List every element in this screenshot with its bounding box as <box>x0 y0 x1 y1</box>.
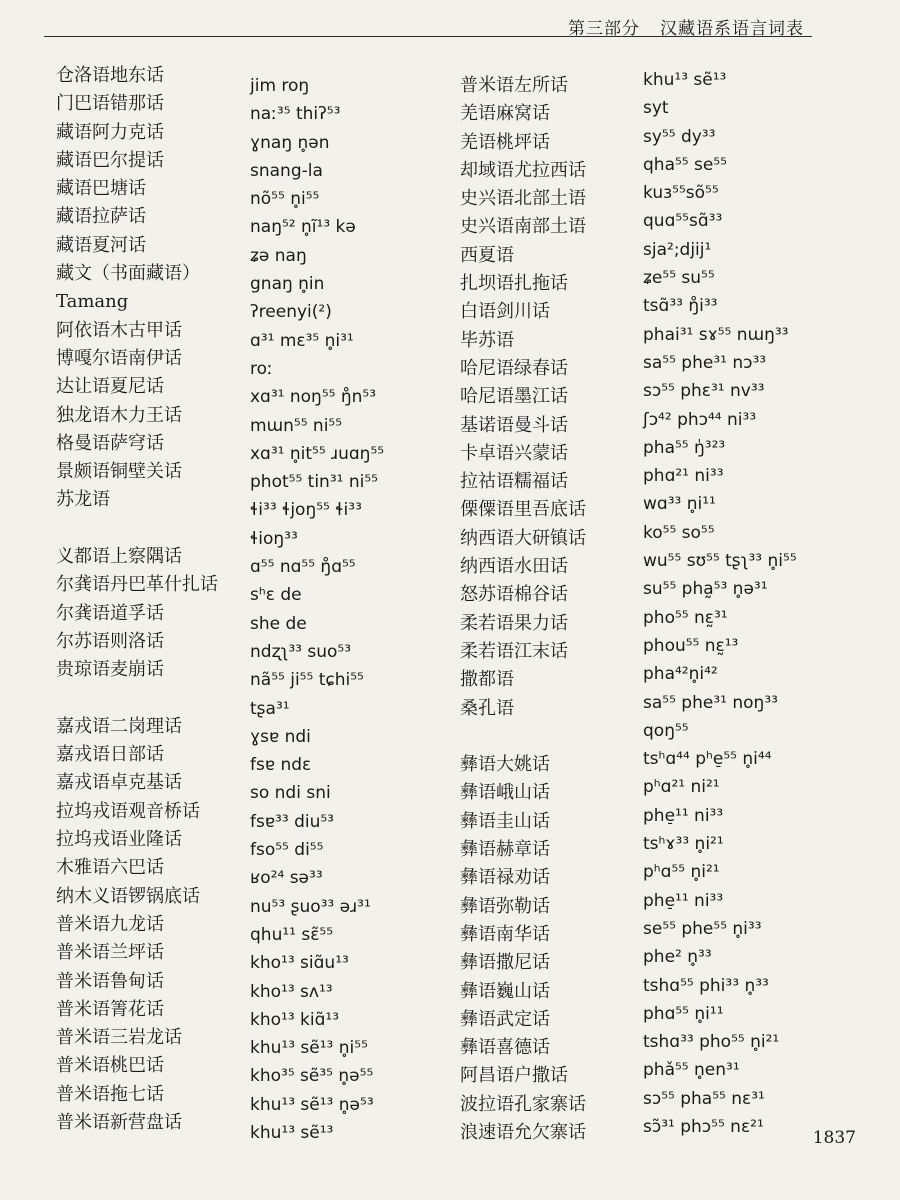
word-form: qhu¹¹ sɛ̃⁵⁵ <box>250 924 334 945</box>
word-form: she de <box>250 613 307 634</box>
language-name: Tamang <box>56 291 129 313</box>
language-name: 哈尼语墨江话 <box>460 386 568 408</box>
word-form: wu⁵⁵ sʊ⁵⁵ tʂʅ³³ n̥i⁵⁵ <box>643 551 797 572</box>
word-form: phou⁵⁵ nɛ̰¹³ <box>643 635 739 656</box>
language-name: 苏龙语 <box>56 489 110 511</box>
language-name: 彝语赫章话 <box>460 839 550 861</box>
word-form: phe² n̥³³ <box>643 947 712 968</box>
language-name: 藏语夏河话 <box>56 234 146 256</box>
language-name: 嘉戎语卓克基话 <box>56 772 182 794</box>
word-form: pho⁵⁵ nɛ̰³¹ <box>643 607 728 628</box>
word-form: fso⁵⁵ di⁵⁵ <box>250 840 324 861</box>
language-name: 独龙语木力王话 <box>56 404 182 426</box>
word-form: ɣsɐ ndi <box>250 726 311 747</box>
word-form: ʁo²⁴ sə³³ <box>250 868 323 889</box>
language-name: 藏语巴塘话 <box>56 178 146 200</box>
language-name: 怒苏语棉谷话 <box>460 584 568 606</box>
language-name: 拉坞戎语观音桥话 <box>56 800 200 822</box>
language-name: 尔龚语道孚话 <box>56 602 164 624</box>
language-name: 尔龚语丹巴革什扎话 <box>56 574 218 596</box>
word-form: phot⁵⁵ tin³¹ ni⁵⁵ <box>250 472 378 493</box>
language-name: 傈僳语里吾底话 <box>460 499 586 521</box>
word-form: pʰɑ²¹ ni²¹ <box>643 777 720 798</box>
word-form: phǎ⁵⁵ n̥en³¹ <box>643 1060 740 1081</box>
language-name: 格曼语萨穹话 <box>56 432 164 454</box>
language-name: 浪速语允欠寨话 <box>460 1121 586 1143</box>
word-form: tshɑ³³ pho⁵⁵ n̥i²¹ <box>643 1032 780 1053</box>
language-name: 阿依语木古甲话 <box>56 319 182 341</box>
language-name: 达让语夏尼话 <box>56 376 164 398</box>
language-name: 普米语新营盘话 <box>56 1111 182 1133</box>
language-name: 藏语拉萨话 <box>56 206 146 228</box>
word-form: se⁵⁵ phe⁵⁵ n̥i³³ <box>643 918 762 939</box>
word-form: ɣnaŋ n̥ən <box>250 132 330 153</box>
word-form: ɑ³¹ mɛ³⁵ n̥i³¹ <box>250 330 354 351</box>
language-name: 羌语桃坪话 <box>460 131 550 153</box>
word-form: khu¹³ sẽ¹³ <box>643 70 727 90</box>
word-form: sɔ⁵⁵ phɛ³¹ nv³³ <box>643 381 765 402</box>
language-name: 柔若语江末话 <box>460 640 568 662</box>
word-form: phe̠¹¹ ni³³ <box>643 890 724 911</box>
word-form: sa⁵⁵ phe³¹ noŋ³³ <box>643 692 778 713</box>
word-form: ʑe⁵⁵ su⁵⁵ <box>643 268 715 289</box>
word-form: sja²;djij¹ <box>643 239 712 260</box>
language-name: 普米语桃巴话 <box>56 1055 164 1077</box>
word-form: ɬioŋ³³ <box>250 528 298 549</box>
word-form: kho¹³ sʌ¹³ <box>250 981 333 1002</box>
page-number: 1837 <box>812 1128 856 1148</box>
language-name: 桑孔语 <box>460 697 514 719</box>
language-name: 普米语箐花话 <box>56 998 164 1020</box>
language-name: 西夏语 <box>460 244 514 266</box>
language-name: 彝语喜德话 <box>460 1037 550 1059</box>
language-name: 仓洛语地东话 <box>56 65 164 86</box>
word-form: fsɐ³³ diu⁵³ <box>250 811 334 832</box>
language-name: 基诺语曼斗话 <box>460 414 568 436</box>
language-name: 门巴语错那话 <box>56 93 164 115</box>
language-name: 彝语圭山话 <box>460 810 550 832</box>
word-form: nu⁵³ ʂuo³³ əɹ³¹ <box>250 896 371 917</box>
word-form: jim roŋ <box>250 76 310 96</box>
word-form: kuɜ⁵⁵sõ⁵⁵ <box>643 183 719 204</box>
language-name: 拉坞戎语业隆话 <box>56 829 182 851</box>
language-name: 贵琼语麦崩话 <box>56 659 164 681</box>
language-name: 彝语巍山话 <box>460 980 550 1002</box>
language-name <box>460 723 586 751</box>
word-form: sy⁵⁵ dy³³ <box>643 126 716 147</box>
word-form: tsʰɑ⁴⁴ pʰe̠⁵⁵ n̥i⁴⁴ <box>643 749 772 770</box>
language-name: 景颇语铜壁关话 <box>56 461 182 483</box>
language-name: 拉祜语糯福话 <box>460 471 568 493</box>
right-word-column <box>643 66 797 1141</box>
left-language-column <box>56 62 218 1137</box>
word-form: syt <box>643 98 669 119</box>
word-form: roː <box>250 358 273 379</box>
language-name: 木雅语六巴话 <box>56 857 164 879</box>
language-name: 彝语大姚话 <box>460 754 550 776</box>
word-form: kho³⁵ sẽ³⁵ n̥ə⁵⁵ <box>250 1066 374 1087</box>
language-name: 卡卓语兴蒙话 <box>460 442 568 464</box>
word-form: ɬi³³ ɬjoŋ⁵⁵ ɬi³³ <box>250 500 362 521</box>
language-name: 普米语九龙话 <box>56 913 164 935</box>
language-name: 白语剑川话 <box>460 301 550 323</box>
language-name: 哈尼语绿春话 <box>460 357 568 379</box>
language-name: 普米语兰坪话 <box>56 942 164 964</box>
word-form: kho¹³ kiɑ̃¹³ <box>250 1009 340 1030</box>
word-form: sʰɛ de <box>250 585 302 606</box>
word-form: qoŋ⁵⁵ <box>643 720 689 741</box>
word-form: kho¹³ siɑ̃u¹³ <box>250 953 349 974</box>
word-form: wɑ³³ n̥i¹¹ <box>643 494 716 515</box>
word-form: tsɑ̃³³ ŋ̊i³³ <box>643 296 718 317</box>
word-form: phe̠¹¹ ni³³ <box>643 805 724 826</box>
word-form: pʰɑ⁵⁵ n̥i²¹ <box>643 862 720 883</box>
language-name: 普米语左所话 <box>460 75 568 96</box>
right-language-column <box>460 72 586 1147</box>
language-name: 尔苏语则洛话 <box>56 630 164 652</box>
language-name: 嘉戎语日部话 <box>56 744 164 766</box>
word-form: sɔ̃³¹ phɔ⁵⁵ nɛ²¹ <box>643 1116 764 1137</box>
word-form: xɑ³¹ noŋ⁵⁵ ŋ̊n⁵³ <box>250 387 377 408</box>
word-form: snang-la <box>250 160 323 181</box>
word-form: sɔ⁵⁵ pha⁵⁵ nɛ³¹ <box>643 1088 765 1109</box>
language-name: 纳西语水田话 <box>460 556 568 578</box>
word-form: sa⁵⁵ phe³¹ nɔ³³ <box>643 352 767 373</box>
word-form: tʂa³¹ <box>250 698 290 719</box>
word-form: ʑə naŋ <box>250 245 307 266</box>
language-name: 嘉戎语二岗理话 <box>56 715 182 737</box>
word-form: so ndi sni <box>250 783 331 804</box>
word-form: pha⁵⁵ ŋ̍³²³ <box>643 437 726 458</box>
word-form: fsɐ ndɛ <box>250 755 312 776</box>
language-name: 撒都语 <box>460 669 514 691</box>
language-name: 博嘎尔语南伊话 <box>56 347 182 369</box>
word-form: nõ⁵⁵ n̥i⁵⁵ <box>250 189 320 210</box>
word-form: tshɑ⁵⁵ phi³³ n̥³³ <box>643 975 769 996</box>
word-form: phɑ²¹ ni³³ <box>643 466 724 487</box>
header-title: 汉藏语系语言词表 <box>660 19 804 39</box>
language-name: 义都语上察隅话 <box>56 546 182 568</box>
language-name: 普米语拖七话 <box>56 1083 164 1105</box>
word-form: ʃɔ⁴² phɔ⁴⁴ ni³³ <box>643 409 757 430</box>
language-name <box>56 685 218 713</box>
header-part: 第三部分 <box>568 19 640 39</box>
word-form: ʔreenyi(²) <box>250 302 332 323</box>
language-name: 彝语撒尼话 <box>460 952 550 974</box>
language-name: 羌语麻窝话 <box>460 103 550 125</box>
language-name: 彝语禄劝话 <box>460 867 550 889</box>
language-name: 史兴语北部土语 <box>460 188 586 210</box>
word-form: phai³¹ sɤ⁵⁵ nɯŋ³³ <box>643 324 789 345</box>
language-name: 普米语鲁甸话 <box>56 970 164 992</box>
word-form: khu¹³ sẽ¹³ <box>250 1122 334 1143</box>
word-form: khu¹³ sẽ¹³ n̥i⁵⁵ <box>250 1038 368 1059</box>
language-name: 却域语尤拉西话 <box>460 159 586 181</box>
word-form: gnaŋ n̥in <box>250 274 325 295</box>
word-form: quɑ⁵⁵sɑ̃³³ <box>643 211 723 232</box>
language-name: 彝语南华话 <box>460 923 550 945</box>
word-form: naŋ⁵² n̥ĩ¹³ kə <box>250 217 356 238</box>
language-name: 纳西语大研镇话 <box>460 527 586 549</box>
word-form: phɑ⁵⁵ n̥i¹¹ <box>643 1003 724 1024</box>
word-form: su⁵⁵ pha̰⁵³ n̥ə³¹ <box>643 579 768 600</box>
word-form: ko⁵⁵ so⁵⁵ <box>643 522 715 543</box>
word-form: nã⁵⁵ ji⁵⁵ tɕhi⁵⁵ <box>250 670 364 691</box>
language-name: 彝语峨山话 <box>460 782 550 804</box>
left-word-column <box>250 72 384 1147</box>
word-form: xɑ³¹ n̥it⁵⁵ ɹuɑŋ⁵⁵ <box>250 443 385 464</box>
language-name: 柔若语果力话 <box>460 612 568 634</box>
language-name <box>56 515 218 543</box>
language-name: 彝语弥勒话 <box>460 895 550 917</box>
language-name: 普米语三岩龙话 <box>56 1027 182 1049</box>
word-form: ndʐʅ³³ suo⁵³ <box>250 641 352 662</box>
word-form: pha⁴²n̥i⁴² <box>643 664 718 685</box>
word-form: mɯn⁵⁵ ni⁵⁵ <box>250 415 343 436</box>
language-name: 毕苏语 <box>460 329 514 351</box>
language-name: 阿昌语户撒话 <box>460 1065 568 1087</box>
language-name: 藏语阿力克话 <box>56 121 164 143</box>
word-form: khu¹³ sẽ¹³ n̥ə⁵³ <box>250 1094 374 1115</box>
language-name: 纳木义语锣锅底话 <box>56 885 200 907</box>
language-name: 彝语武定话 <box>460 1008 550 1030</box>
header-rule <box>44 36 812 37</box>
language-name: 藏文（书面藏语） <box>56 263 200 285</box>
language-name: 波拉语孔家寨话 <box>460 1093 586 1115</box>
word-form: ɑ⁵⁵ nɑ⁵⁵ ŋ̊ɑ⁵⁵ <box>250 557 356 578</box>
word-form: tsʰɤ³³ n̥i²¹ <box>643 834 724 855</box>
word-form: qha⁵⁵ se⁵⁵ <box>643 154 727 175</box>
language-name: 扎坝语扎拖话 <box>460 273 568 295</box>
word-form: naː³⁵ thiʔ⁵³ <box>250 104 341 125</box>
language-name: 藏语巴尔提话 <box>56 149 164 171</box>
language-name: 史兴语南部土语 <box>460 216 586 238</box>
